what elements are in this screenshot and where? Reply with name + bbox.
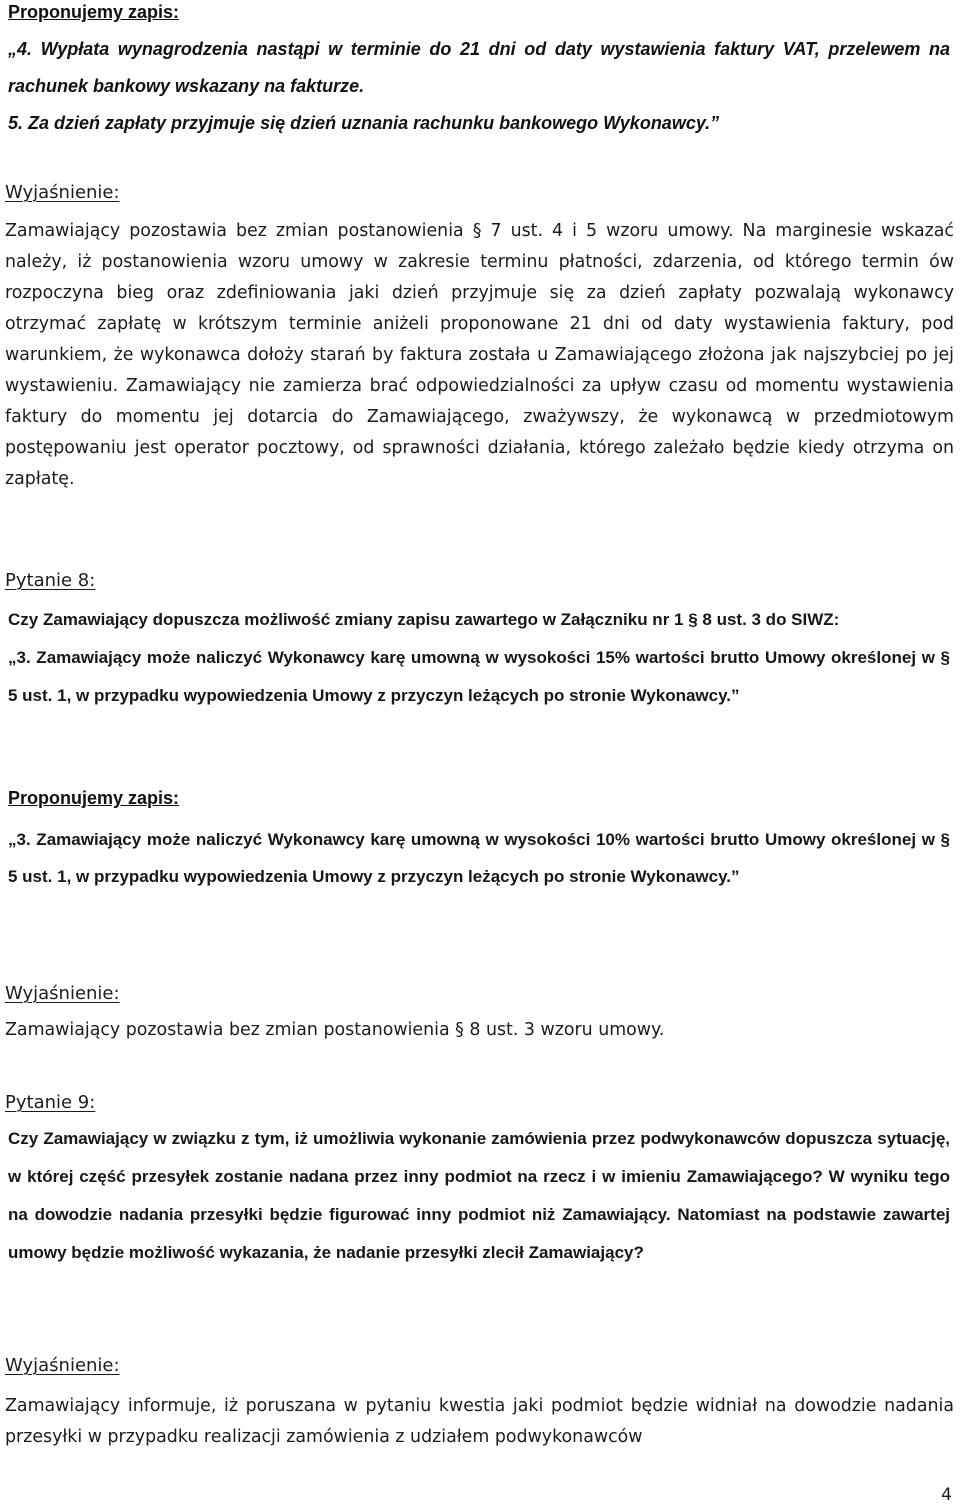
scanned-question-9 <box>8 1120 950 1272</box>
question-8-proposal: „3. Zamawiający może naliczyć Wykonawcy karę umowną w wysokości 10% wartości brutto Umowy określonej w § 5 ust. 1, w przypadku wypowiedzenia Umowy z przyczyn leżących po stronie Wykonawcy.” <box>8 830 950 886</box>
scanned-question-8 <box>8 601 950 715</box>
scanned-proposal-block-2 <box>8 821 950 895</box>
explanation-text-2: Zamawiający pozostawia bez zmian postanowienia § 8 ust. 3 wzoru umowy. <box>5 1020 665 1040</box>
question-label-9: Pytanie 9: <box>5 1092 96 1113</box>
proposal-heading-2: Proponujemy zapis: <box>8 788 180 808</box>
page-number: 4 <box>941 1485 952 1505</box>
scanned-proposal-point-5: 5. Za dzień zapłaty przyjmuje się dzień uznania rachunku bankowego Wykonawcy.” <box>8 113 720 133</box>
explanation-text-1: Zamawiający pozostawia bez zmian postanowienia § 7 ust. 4 i 5 wzoru umowy. Na marginesie wskazać należy, iż postanowienia wzoru umowy w zakresie terminu płatności, zdarzenia, od którego termin ów rozpoczyna bieg oraz zdefiniowania jaki dzień przyjmuje się za dzień zapłaty pozwalają wykonawcy otrzymać zapłatę w krótszym terminie aniżeli proponowane 21 dni od daty wystawienia faktury, pod warunkiem, że wykonawca dołoży starań by faktura została u Zamawiającego złożona jak najszybciej po jej wystawieniu. Zamawiający nie zamierza brać odpowiedzialności za upływ czasu od momentu wystawienia faktury do momentu jej dotarcia do Zamawiającego, zważywszy, że wykonawcą w przedmiotowym postępowaniu jest operator pocztowy, od sprawności działania, którego zależało będzie kiedy otrzyma on zapłatę. <box>5 221 954 489</box>
question-8-quote: „3. Zamawiający może naliczyć Wykonawcy karę umowną w wysokości 15% wartości brutto Umowy określonej w § 5 ust. 1, w przypadku wypowiedzenia Umowy z przyczyn leżących po stronie Wykonawcy.” <box>8 648 950 705</box>
scanned-proposal-point-4: „4. Wypłata wynagrodzenia nastąpi w terminie do 21 dni od daty wystawienia faktury VAT, przelewem na rachunek bankowy wskazany na fakturze. <box>8 39 950 96</box>
explanation-label-2: Wyjaśnienie: <box>5 983 120 1004</box>
question-9-text: Czy Zamawiający w związku z tym, iż umożliwia wykonanie zamówienia przez podwykonawców dopuszcza sytuację, w której część przesyłek zostanie nadana przez inny podmiot na rzecz i w imieniu Zamawiającego? W wyniku tego na dowodzie nadania przesyłki będzie figurować inny podmiot niż Zamawiający. Natomiast na podstawie zawartej umowy będzie możliwość wykazania, że nadanie przesyłki zlecił Zamawiający? <box>8 1129 950 1262</box>
explanation-text-3: Zamawiający informuje, iż poruszana w pytaniu kwestia jaki podmiot będzie widniał na dowodzie nadania przesyłki w przypadku realizacji zamówienia z udziałem podwykonawców <box>5 1396 954 1447</box>
question-8-text: Czy Zamawiający dopuszcza możliwość zmiany zapisu zawartego w Załączniku nr 1 § 8 ust. 3 do SIWZ: <box>8 610 840 629</box>
question-label-8: Pytanie 8: <box>5 570 96 591</box>
proposal-heading-1: Proponujemy zapis: <box>8 2 180 22</box>
scanned-proposal-block-1 <box>8 31 950 142</box>
explanation-label-3: Wyjaśnienie: <box>5 1355 120 1376</box>
explanation-label-1: Wyjaśnienie: <box>5 182 120 203</box>
